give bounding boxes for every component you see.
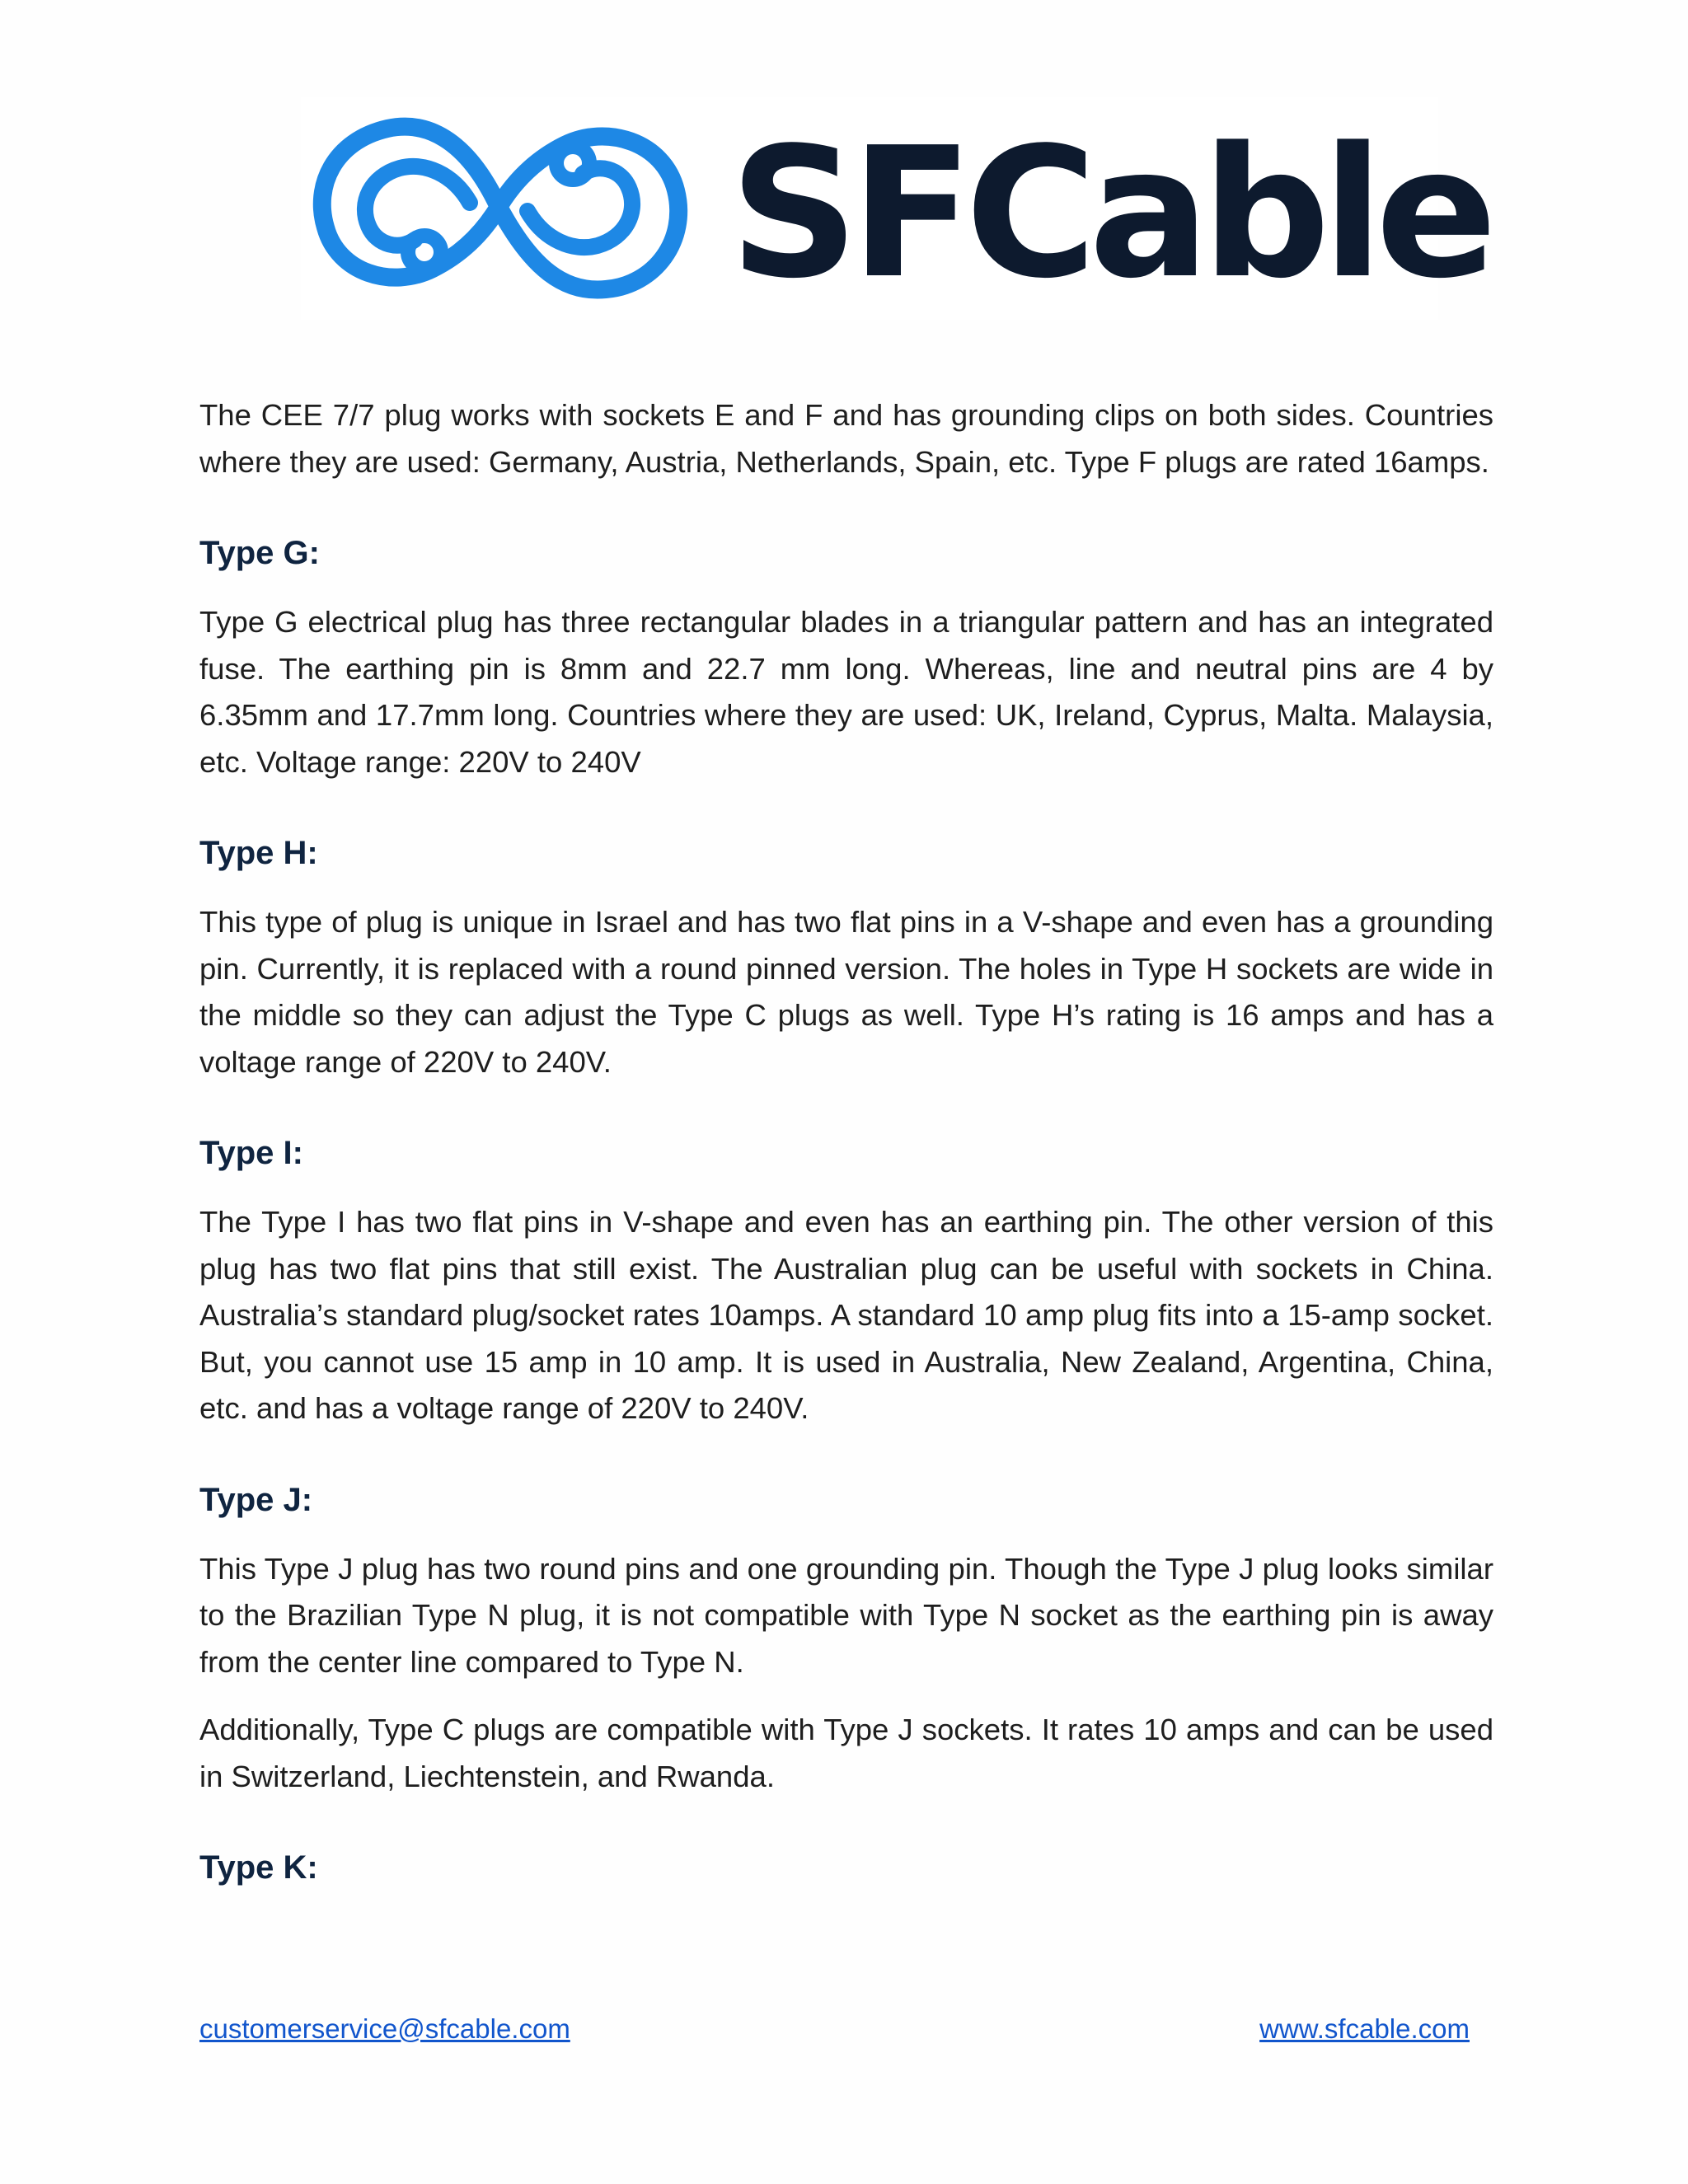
sfcable-logo <box>301 97 1489 320</box>
paragraph-type-h: This type of plug is unique in Israel and has two flat pins in a V-shape and even has a grounding pin. Currently, it is replaced with a round pinned version. The holes in Type H sockets are wide in the middle so they can adjust the Type C plugs as well. Type H’s rating is 16 amps and has a voltage range of 220V to 240V. <box>199 905 1493 1079</box>
paragraph-type-j-2: Additionally, Type C plugs are compatible with Type J sockets. It rates 10 amps and can be used in Switzerland, Liechtenstein, and Rwanda. <box>199 1713 1493 1793</box>
heading-type-i: Type I: <box>199 1135 303 1171</box>
footer-website-link[interactable]: www.sfcable.com <box>1259 2013 1470 2044</box>
paragraph-type-g: Type G electrical plug has three rectangular blades in a triangular pattern and has an integrated fuse. The earthing pin is 8mm and 22.7 mm long. Whereas, line and neutral pins are 4 by 6.35mm and 17.7mm long. Countries where they are used: UK, Ireland, Cyprus, Malta. Malaysia, etc. Voltage range: 220V to 240V <box>199 605 1493 779</box>
heading-type-h: Type H: <box>199 835 318 871</box>
infinity-loop-cable-icon <box>301 104 696 310</box>
paragraph-type-j-1: This Type J plug has two round pins and one grounding pin. Though the Type J plug looks similar to the Brazilian Type N plug, it is not compatible with Type N socket as the earthing pin is away from the center line compared to Type N. <box>199 1551 1493 1679</box>
paragraph-type-i: The Type I has two flat pins in V-shape and even has an earthing pin. The other version of this plug has two flat pins that still exist. The Australian plug can be useful with sockets in China. Australia’s standard plug/socket rates 10amps. A standard 10 amp plug fits into a 15-amp socket. But, you cannot use 15 amp in 10 amp. It is used in Australia, New Zealand, Argentina, China, etc. and has a voltage range of 220V to 240V. <box>199 1205 1493 1425</box>
heading-type-g: Type G: <box>199 535 320 571</box>
intro-paragraph: The CEE 7/7 plug works with sockets E and F and has grounding clips on both sides. Countries where they are used: Germany, Austria, Netherlands, Spain, etc. Type F plugs are rated 16amps. <box>199 398 1493 479</box>
heading-type-j: Type J: <box>199 1481 313 1518</box>
document-body <box>199 392 1493 1891</box>
footer-email-link[interactable]: customerservice@sfcable.com <box>199 2013 570 2044</box>
logo-wordmark: SFCable <box>729 110 1489 318</box>
heading-type-k: Type K: <box>199 1849 318 1886</box>
